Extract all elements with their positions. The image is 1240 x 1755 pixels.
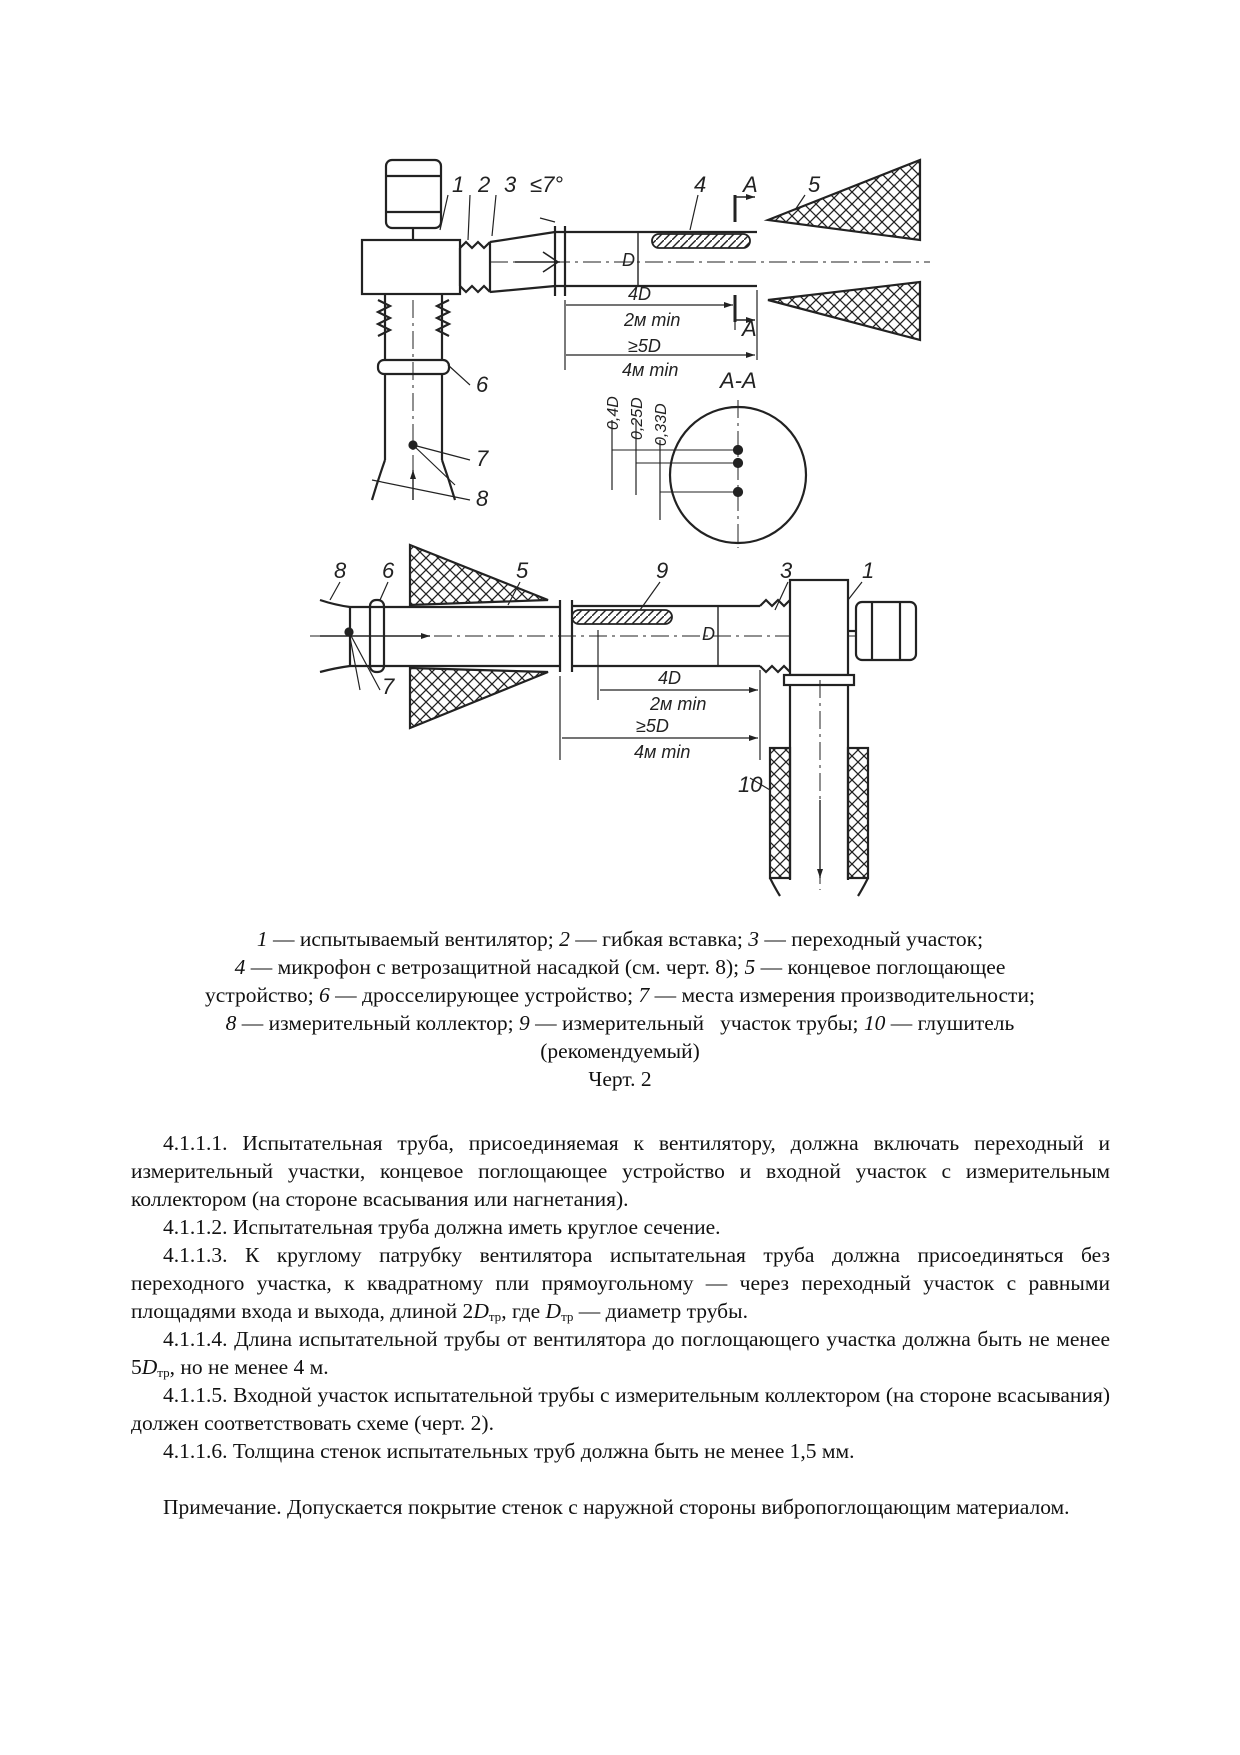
absorber-top (768, 160, 920, 240)
legend-line-1: 1 — испытываемый вентилятор; 2 — гибкая вставка; 3 — переходный участок; (256, 927, 984, 951)
figure-legend (120, 925, 1120, 1093)
label-2m-bottom: 2м min (650, 694, 707, 714)
label-D-bottom: D (702, 624, 715, 644)
label-5: 5 (808, 172, 821, 197)
paragraph-4-1-1-6: 4.1.1.6. Толщина стенок испытательных труб должна быть не менее 1,5 мм. (163, 1439, 855, 1463)
label-section-aa: A-A (720, 368, 757, 393)
label-033D: 0,33D (653, 403, 670, 446)
paragraph-4-1-1-5: 4.1.1.5. Входной участок испытательной трубы с измерительным коллектором (на стороне всасывания) должен соответствовать схеме (черт. 2). (131, 1383, 1110, 1435)
label-6-top: 6 (476, 372, 489, 397)
label-10: 10 (738, 772, 763, 797)
label-4D-bottom: 4D (658, 668, 682, 688)
body-text (131, 1129, 1110, 1521)
figure-caption: Черт. 2 (588, 1067, 652, 1091)
label-2: 2 (478, 172, 491, 197)
label-4m-bottom: 4м min (634, 742, 691, 762)
label-8-bottom: 8 (334, 558, 347, 583)
label-4m-top: 4м min (622, 360, 679, 380)
label-8-top: 8 (476, 486, 489, 511)
label-6-bottom: 6 (382, 558, 395, 583)
label-3: 3 (504, 172, 517, 197)
paragraph-4-1-1-1: 4.1.1.1. Испытательная труба, присоединяемая к вентилятору, должна включать переходный и измерительный участки, концевое поглощающее устройство и входной участок с измерительным коллектором (на стороне всасывания или нагнетания). (131, 1131, 1110, 1211)
silencer (770, 748, 790, 878)
label-1-bottom: 1 (862, 558, 875, 583)
legend-line-2: 4 — микрофон с ветрозащитной насадкой (см. черт. 8); 5 — концевое поглощающее (234, 955, 1006, 979)
label-5D-top: ≥5D (628, 336, 661, 356)
label-3-bottom: 3 (780, 558, 793, 583)
motor-bottom (856, 602, 916, 660)
legend-line-4: 8 — измерительный коллектор; 9 — измерительный участок трубы; 10 — глушитель (225, 1011, 1015, 1035)
microphone-bottom (572, 610, 672, 624)
motor-top (386, 160, 441, 228)
fan-top (362, 240, 460, 294)
label-9: 9 (656, 558, 669, 583)
label-1: 1 (452, 172, 465, 197)
label-04D: 0,4D (605, 396, 622, 430)
note: Примечание. Допускается покрытие стенок с наружной стороны вибропоглощающим материалом. (163, 1495, 1070, 1519)
microphone-top (652, 234, 750, 248)
label-4D-top: 4D (628, 284, 652, 304)
label-025D: 0,25D (629, 397, 646, 440)
label-section-a-bottom: A (742, 316, 757, 341)
paragraph-4-1-1-2: 4.1.1.2. Испытательная труба должна иметь круглое сечение. (163, 1215, 721, 1239)
flex-insert-top (460, 242, 490, 292)
label-D-top: D (622, 250, 635, 270)
label-4: 4 (694, 172, 707, 197)
label-angle: ≤7° (530, 172, 564, 197)
fan-bottom (790, 580, 848, 675)
paragraph-4-1-1-3: 4.1.1.3. К круглому патрубку вентилятора испытательная труба должна присоединяться без переходного участка, к квадратному пли прямоугольному — через переходный участок с равными площадями входа и выхода, длиной $2D_{тр}$, где $D_{тр}$ — диаметр трубы. (131, 1243, 1110, 1324)
label-7-top: 7 (476, 446, 489, 471)
label-5-bottom: 5 (516, 558, 529, 583)
legend-line-5: (рекомендуемый) (540, 1039, 700, 1063)
label-5D-bottom: ≥5D (636, 716, 669, 736)
legend-line-3: устройство; 6 — дросселирующее устройство; 7 — места измерения производительности; (205, 983, 1035, 1007)
label-2m-top: 2м min (624, 310, 681, 330)
label-section-a-top: A (743, 172, 758, 197)
label-7-bottom: 7 (382, 674, 395, 699)
paragraph-4-1-1-4: 4.1.1.4. Длина испытательной трубы от вентилятора до поглощающего участка должна быть не менее $5D_{тр}$, но не менее 4 м. (131, 1327, 1110, 1380)
